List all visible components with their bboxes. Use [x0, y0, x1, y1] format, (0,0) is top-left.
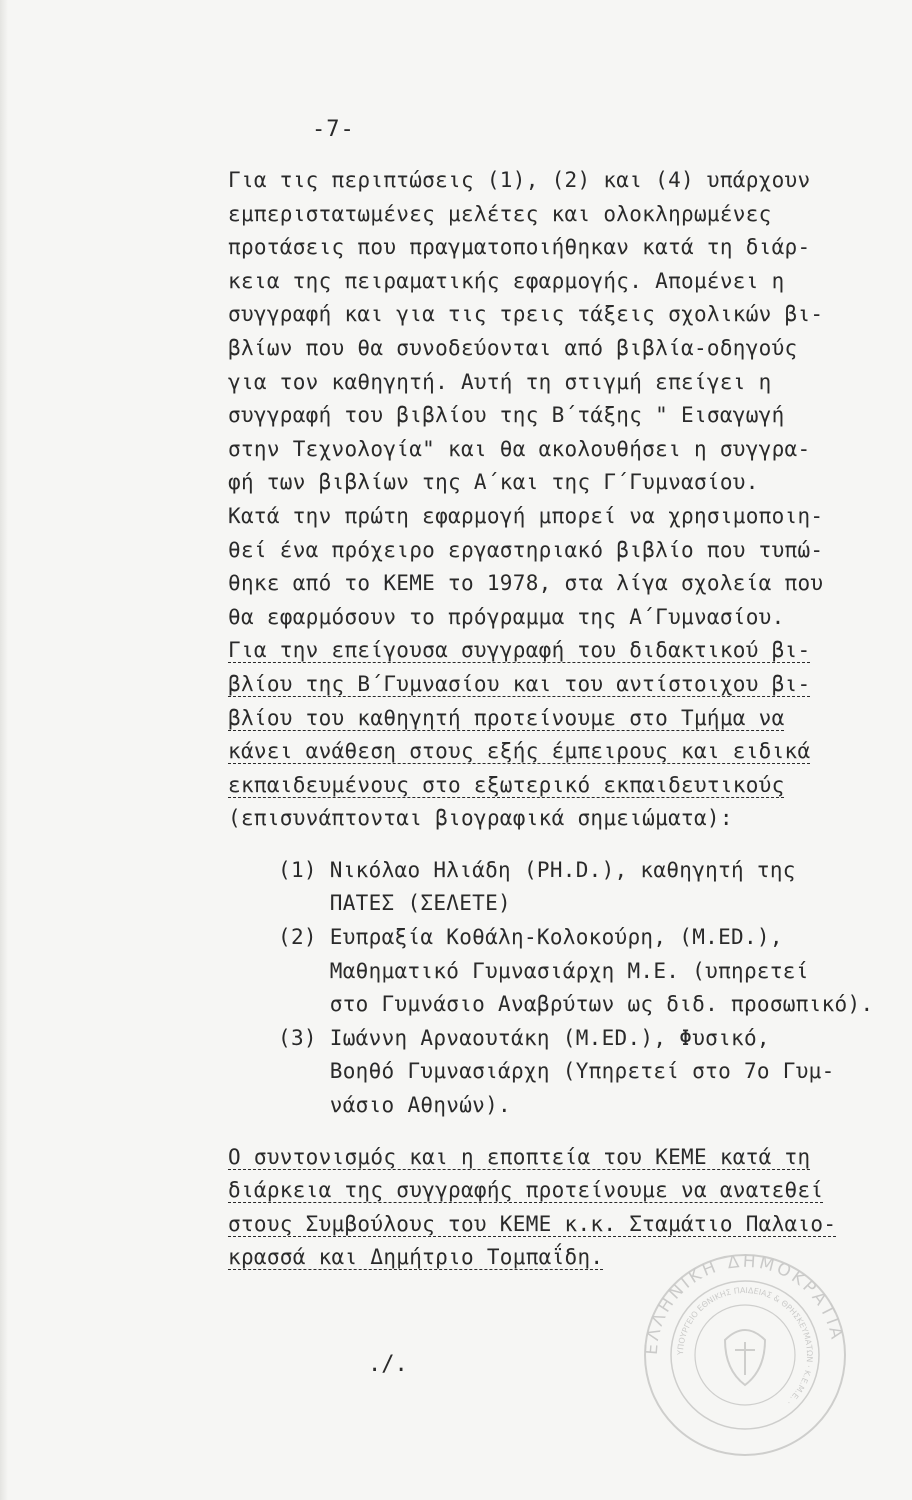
- text-line: θα εφαρμόσουν το πρόγραμμα της Α΄Γυμνασίου.: [228, 604, 785, 629]
- underlined-line: στους Συμβούλους του ΚΕΜΕ κ.κ. Σταμάτιο Παλαιο-: [228, 1211, 837, 1236]
- spacer: [228, 1123, 896, 1141]
- official-seal-stamp: [640, 1250, 850, 1460]
- list-item-number: (3): [278, 1025, 317, 1050]
- list-item-text: στο Γυμνάσιο Αναβρύτων ως διδ. προσωπικό).: [329, 992, 874, 1017]
- text-line: βλίων που θα συνοδεύονται από βιβλία-οδηγούς: [228, 335, 798, 360]
- text-line: θεί ένα πρόχειρο εργαστηριακό βιβλίο που τυπώ-: [228, 537, 824, 562]
- list-item-text: ΠΑΤΕΣ (ΣΕΛΕΤΕ): [329, 891, 511, 916]
- list-item: [278, 1022, 896, 1123]
- stamp-outer-text: ΕΛΛΗΝΙΚΗ ΔΗΜΟΚΡΑΤΙΑ: [641, 1251, 848, 1356]
- list-item: [278, 854, 896, 921]
- list-item-line: [278, 921, 896, 955]
- list-item-line: [278, 955, 896, 989]
- underlined-line: κάνει ανάθεση στους εξής έμπειρους και ειδικά: [228, 739, 811, 764]
- list-item-line: [278, 988, 896, 1022]
- text-line: κεια της πειραματικής εφαρμογής. Απομένει η: [228, 268, 785, 293]
- text-line: Για τις περιπτώσεις (1), (2) και (4) υπάρχουν: [228, 168, 811, 192]
- list-item-text: Νικόλαο Ηλιάδη (PH.D.), καθηγητή της: [329, 857, 796, 882]
- underlined-line: βλίου της Β΄Γυμνασίου και του αντίστοιχου βι-: [228, 671, 811, 696]
- text-line: συγγραφή και για τις τρεις τάξεις σχολικών βι-: [228, 302, 824, 327]
- page-edge: [0, 0, 8, 1500]
- text-line: στην Τεχνολογία" και θα ακολουθήσει η συγγρα-: [228, 436, 811, 461]
- underlined-line: Ο συντονισμός και η εποπτεία του ΚΕΜΕ κατά τη: [228, 1144, 811, 1169]
- list-item-line: [278, 887, 896, 921]
- list-item-text: Μαθηματικό Γυμνασιάρχη Μ.Ε. (υπηρετεί: [329, 958, 809, 983]
- list-item-number: (1): [278, 857, 317, 882]
- text-line: (επισυνάπτονται βιογραφικά σημειώματα):: [228, 806, 733, 831]
- document-body: [228, 164, 896, 1275]
- list-item-line: [278, 1089, 896, 1123]
- list-item-number: (2): [278, 925, 317, 950]
- list-item-text: νάσιο Αθηνών).: [329, 1093, 511, 1118]
- list-item-text: Ευπραξία Κοθάλη-Κολοκούρη, (M.ED.),: [329, 925, 783, 950]
- list-item-text: Βοηθό Γυμνασιάρχη (Υπηρετεί στο 7ο Γυμ-: [329, 1059, 835, 1084]
- text-line: Κατά την πρώτη εφαρμογή μπορεί να χρησιμοποιη-: [228, 503, 824, 528]
- spacer: [228, 836, 896, 854]
- text-line: προτάσεις που πραγματοποιήθηκαν κατά τη διάρ-: [228, 235, 811, 260]
- underlined-line: Για την επείγουσα συγγραφή του διδακτικού βι-: [228, 638, 811, 663]
- underlined-line: εκπαιδευμένους στο εξωτερικό εκπαιδευτικούς: [228, 772, 785, 797]
- list-item-line: [278, 1022, 896, 1056]
- paragraph-2: [228, 634, 896, 836]
- underlined-line: κρασσά και Δημήτριο Τομπαΐδη.: [228, 1245, 604, 1270]
- text-line: θηκε από το ΚΕΜΕ το 1978, στα λίγα σχολεία που: [228, 571, 824, 596]
- list-item-text: Ιωάννη Αρναουτάκη (M.ED.), Φυσικό,: [329, 1025, 770, 1050]
- continuation-mark: ./.: [368, 1352, 408, 1377]
- text-line: φή των βιβλίων της Α΄και της Γ΄Γυμνασίου.: [228, 470, 759, 495]
- page-number: -7-: [312, 117, 355, 142]
- text-line: για τον καθηγητή. Αυτή τη στιγμή επείγει η: [228, 369, 772, 394]
- underlined-line: διάρκεια της συγγραφής προτείνουμε να ανατεθεί: [228, 1178, 824, 1203]
- underlined-line: βλίου του καθηγητή προτείνουμε στο Τμήμα να: [228, 705, 785, 730]
- paragraph-1: [228, 164, 896, 634]
- text-line: εμπεριστατωμένες μελέτες και ολοκληρωμένες: [228, 201, 772, 226]
- nominee-list: [278, 854, 896, 1123]
- emblem-icon: [725, 1330, 765, 1385]
- text-line: συγγραφή του βιβλίου της Β΄τάξης " Εισαγωγή: [228, 403, 785, 428]
- list-item-line: [278, 1055, 896, 1089]
- stamp-inner-text: ΥΠΟΥΡΓΕΙΟ ΕΘΝΙΚΗΣ ΠΑΙΔΕΙΑΣ & ΘΡΗΣΚΕΥΜΑΤΩΝ · Κ.Ε.Μ.Ε. ·: [675, 1285, 815, 1407]
- list-item-line: [278, 854, 896, 888]
- list-item: [278, 921, 896, 1022]
